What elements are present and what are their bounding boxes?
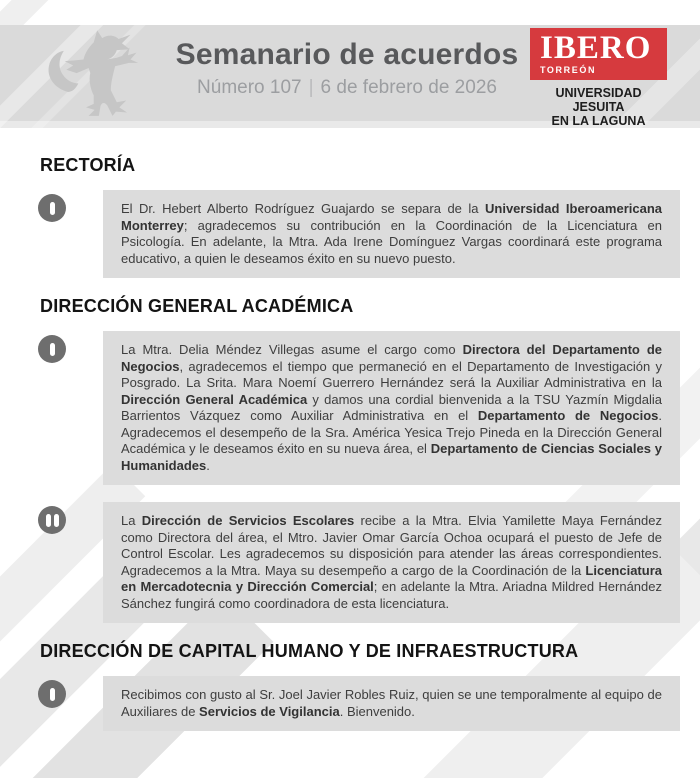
item-text-box (103, 190, 680, 278)
item-text-box (103, 502, 680, 623)
item-text-box (103, 676, 680, 731)
logo-brand-text: IBERO (540, 30, 652, 66)
section-heading-direccion-general-academica: DIRECCIÓN GENERAL ACADÉMICA (40, 296, 354, 316)
list-item (38, 190, 680, 278)
paragraph: Recibimos con gusto al Sr. Joel Javier Robles Ruiz, quien se une temporalmente al equipo de Auxiliares de Servicios de Vigilancia. Bienvenido. (121, 687, 662, 719)
paragraph: La Dirección de Servicios Escolares recibe a la Mtra. Elvia Yamilette Maya Fernández como Directora del área, el Mtro. Javier Omar García Ochoa ocupará el puesto de Jefe de Control Escolar. Les agradecemos su disposición para atender las áreas correspondientes. Agradecemos a la Mtra. Maya su desempeño a cargo de la Coordinación de la Licenciatura en Mercadotecnia y Dirección Comercial; en adelante la Mtra. Ariadna Mildred Hernández Sánchez fungirá como coordinadora de esta licenciatura. (121, 513, 662, 611)
item-text-box (103, 331, 680, 485)
newsletter-title: Semanario de acuerdos (175, 38, 519, 71)
ibero-logo-redbox (530, 28, 667, 80)
section-heading-rectoria: RECTORÍA (40, 155, 136, 175)
logo-tagline (530, 86, 667, 128)
tagline-line1: UNIVERSIDAD JESUITA (555, 86, 642, 114)
paragraph: La Mtra. Delia Méndez Villegas asume el cargo como Directora del Departamento de Negocios, agradecemos el tiempo que permaneció en el Departamento de Investigación y Posgrado. La Srita. Mara Noemí Guerrero Hernández será la Auxiliar Administrativa en la Dirección General Académica y damos una cordial bienvenida a la TSU Yazmín Migdalia Barrientos Vázquez como Auxiliar Administrativa en el Departamento de Negocios. Agradecemos el desempeño de la Sra. América Yesica Trejo Pineda en la Dirección General Académica y le deseamos éxito en su nueva área, el Departamento de Ciencias Sociales y Humanidades. (121, 342, 663, 473)
roman-numeral-badge (38, 335, 66, 363)
roman-numeral-badge (38, 506, 66, 534)
list-item (38, 676, 680, 731)
ibero-logo (530, 28, 667, 128)
issue-date: 6 de febrero de 2026 (320, 77, 497, 98)
logo-city-text: TORREÓN (540, 65, 597, 75)
roman-numeral-badge (38, 194, 66, 222)
issue-line (172, 77, 522, 99)
newsletter-body (0, 154, 700, 731)
list-item (38, 502, 680, 623)
tagline-line2: EN LA LAGUNA (551, 114, 646, 128)
section-heading-capital-humano: DIRECCIÓN DE CAPITAL HUMANO Y DE INFRAESTRUCTURA (40, 641, 579, 661)
separator-bar: | (308, 77, 314, 98)
paragraph: El Dr. Hebert Alberto Rodríguez Guajardo se separa de la Universidad Iberoamericana Monterrey; agradecemos su contribución en la Coordinación de la Licenciatura en Psicología. En adelante, la Mtra. Ada Irene Domínguez Vargas coordinará este programa educativo, a quien le deseamos éxito en su nuevo puesto. (121, 201, 662, 266)
masthead-band (0, 25, 700, 128)
issue-number: Número 107 (197, 77, 302, 98)
roman-numeral-badge (38, 680, 66, 708)
list-item (38, 331, 680, 485)
wolf-mascot-icon (22, 27, 174, 121)
masthead-titles (172, 38, 522, 99)
